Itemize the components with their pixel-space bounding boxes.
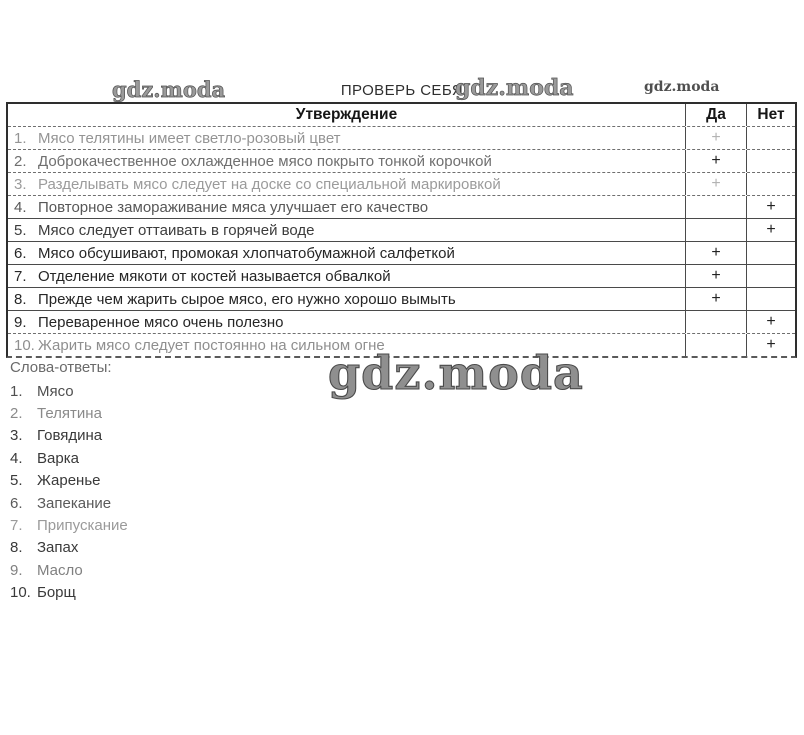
- statement-text: Прежде чем жарить сырое мясо, его нужно хорошо вымыть: [38, 290, 456, 308]
- column-header-yes: Да: [685, 104, 746, 126]
- statement-text: Мясо обсушивают, промокая хлопчатобумажной салфеткой: [38, 244, 455, 262]
- table-row: [8, 195, 795, 218]
- statement-text: Переваренное мясо очень полезно: [38, 313, 284, 331]
- list-item-text: Масло: [37, 561, 83, 579]
- list-item: [10, 537, 128, 559]
- list-item-text: Запекание: [37, 494, 112, 512]
- statement-number: 6.: [14, 244, 27, 262]
- list-item: [10, 582, 128, 604]
- statement-number: 7.: [14, 267, 27, 285]
- statement-number: 8.: [14, 290, 27, 308]
- statement-number: 2.: [14, 152, 27, 170]
- table-row: [8, 172, 795, 195]
- statement-cell: [8, 288, 685, 310]
- list-item-text: Мясо: [37, 382, 74, 400]
- statement-number: 1.: [14, 129, 27, 147]
- yes-mark: +: [685, 150, 746, 172]
- column-header-statement: Утверждение: [295, 106, 398, 123]
- answers-heading: Слова-ответы:: [10, 359, 112, 376]
- list-item-text: Борщ: [37, 584, 76, 602]
- table-row: [8, 287, 795, 310]
- list-item-number: 3.: [10, 427, 23, 445]
- watermark: gdz.moda: [328, 346, 584, 400]
- list-item-number: 2.: [10, 405, 23, 423]
- column-header-no: Нет: [746, 104, 795, 126]
- yes-mark: +: [685, 242, 746, 264]
- statement-text: Жарить мясо следует постоянно на сильном огне: [38, 336, 385, 354]
- no-mark: [746, 127, 795, 149]
- list-item: [10, 559, 128, 581]
- table-row: [8, 241, 795, 264]
- list-item-number: 10.: [10, 584, 31, 602]
- list-item-number: 1.: [10, 382, 23, 400]
- table-header-row: [8, 104, 795, 126]
- no-mark: [746, 173, 795, 195]
- list-item-text: Варка: [37, 449, 79, 467]
- no-mark: +: [746, 196, 795, 218]
- statement-number: 4.: [14, 198, 27, 216]
- yes-mark: [685, 334, 746, 356]
- yes-mark: +: [685, 173, 746, 195]
- list-item: [10, 514, 128, 536]
- statement-cell: [8, 265, 685, 287]
- list-item: [10, 492, 128, 514]
- table-row: [8, 149, 795, 172]
- statement-cell: [8, 127, 685, 149]
- check-yourself-table: [6, 102, 797, 358]
- yes-mark: +: [685, 265, 746, 287]
- statement-text: Мясо телятины имеет светло-розовый цвет: [38, 129, 341, 147]
- statement-cell: [8, 196, 685, 218]
- list-item: [10, 447, 128, 469]
- list-item: [10, 380, 128, 402]
- no-mark: [746, 150, 795, 172]
- statement-text: Отделение мякоти от костей называется обвалкой: [38, 267, 391, 285]
- yes-mark: +: [685, 127, 746, 149]
- statement-number: 9.: [14, 313, 27, 331]
- table-row: [8, 218, 795, 241]
- statement-cell: [8, 173, 685, 195]
- statement-number: 5.: [14, 221, 27, 239]
- watermark: gdz.moda: [455, 75, 574, 101]
- list-item-text: Телятина: [37, 405, 102, 423]
- statement-number: 3.: [14, 175, 27, 193]
- statement-number: 10.: [14, 336, 35, 354]
- list-item-text: Жаренье: [37, 472, 101, 490]
- page-title: ПРОВЕРЬ СЕБЯ: [340, 82, 464, 99]
- no-mark: [746, 265, 795, 287]
- list-item-number: 5.: [10, 472, 23, 490]
- yes-mark: [685, 219, 746, 241]
- no-mark: +: [746, 311, 795, 333]
- statement-text: Повторное замораживание мяса улучшает его качество: [38, 198, 429, 216]
- table-row: [8, 264, 795, 287]
- yes-mark: [685, 196, 746, 218]
- no-mark: +: [746, 334, 795, 356]
- statement-text: Мясо следует оттаивать в горячей воде: [38, 221, 315, 239]
- list-item: [10, 425, 128, 447]
- watermark: gdz.moda: [112, 77, 226, 102]
- statement-cell: [8, 242, 685, 264]
- statement-text: Доброкачественное охлажденное мясо покрыто тонкой корочкой: [38, 152, 492, 170]
- list-item-number: 8.: [10, 539, 23, 557]
- list-item-number: 9.: [10, 561, 23, 579]
- table-row: [8, 310, 795, 333]
- list-item-text: Припускание: [37, 517, 128, 535]
- watermark: gdz.moda: [644, 79, 720, 95]
- list-item-text: Говядина: [37, 427, 103, 445]
- statement-text: Разделывать мясо следует на доске со специальной маркировкой: [38, 175, 501, 193]
- list-item-text: Запах: [37, 539, 79, 557]
- no-mark: [746, 242, 795, 264]
- list-item: [10, 470, 128, 492]
- statement-cell: [8, 219, 685, 241]
- answers-list: [10, 358, 128, 604]
- list-item-number: 7.: [10, 517, 23, 535]
- yes-mark: +: [685, 288, 746, 310]
- no-mark: +: [746, 219, 795, 241]
- statement-cell: [8, 311, 685, 333]
- table-row: [8, 126, 795, 149]
- list-item-number: 6.: [10, 494, 23, 512]
- list-item-number: 4.: [10, 449, 23, 467]
- yes-mark: [685, 311, 746, 333]
- no-mark: [746, 288, 795, 310]
- list-item: [10, 402, 128, 424]
- statement-cell: [8, 150, 685, 172]
